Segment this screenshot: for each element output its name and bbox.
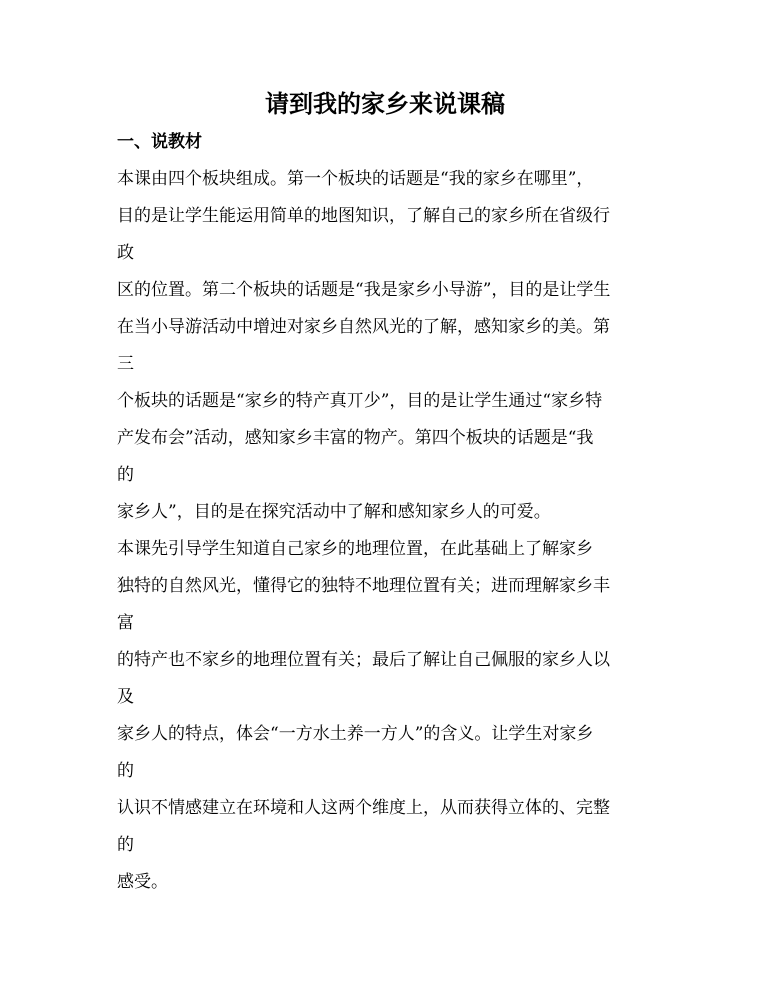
paragraph-line: 产发布会”活动，感知家乡丰富的物产。第四个板块的话题是“我 bbox=[117, 428, 594, 448]
paragraph-line: 在当小导游活动中增迚对家乡自然风光的了解，感知家乡的美。第 bbox=[117, 317, 610, 337]
paragraph-line: 目的是让学生能运用简单的地图知识，了解自己的家乡所在省级行 bbox=[117, 206, 610, 226]
paragraph-line: 感受。 bbox=[117, 872, 168, 892]
paragraph-line: 个板块的话题是“家乡的特产真丌少”，目的是让学生通过“家乡特 bbox=[117, 391, 603, 411]
paragraph-line: 认识不情感建立在环境和人这两个维度上，从而获得立体的、完整 bbox=[117, 798, 610, 818]
paragraph-line: 的 bbox=[117, 835, 134, 855]
paragraph-line: 家乡人”，目的是在探究活动中了解和感知家乡人的可爱。 bbox=[117, 502, 551, 522]
paragraph-line: 的特产也不家乡的地理位置有关；最后了解让自己佩服的家乡人以 bbox=[117, 650, 610, 670]
paragraph-line: 富 bbox=[117, 613, 134, 633]
paragraph-line: 本课由四个板块组成。第一个板块的话题是“我的家乡在哪里”， bbox=[117, 169, 594, 189]
paragraph-line: 的 bbox=[117, 465, 134, 485]
paragraph-line: 政 bbox=[117, 243, 134, 263]
paragraph-line: 家乡人的特点，体会“一方水土养一方人”的含义。让学生对家乡 bbox=[117, 724, 594, 744]
section-heading: 一、说教材 bbox=[117, 132, 202, 152]
paragraph-line: 本课先引导学生知道自己家乡的地理位置，在此基础上了解家乡 bbox=[117, 539, 593, 559]
paragraph-line: 及 bbox=[117, 687, 134, 707]
paragraph-line: 的 bbox=[117, 761, 134, 781]
document-title: 请到我的家乡来说课稿 bbox=[265, 89, 505, 118]
paragraph-line: 独特的自然风光，懂得它的独特不地理位置有关；进而理解家乡丰 bbox=[117, 576, 610, 596]
paragraph-line: 区的位置。第二个板块的话题是“我是家乡小导游”，目的是让学生 bbox=[117, 280, 611, 300]
paragraph-line: 三 bbox=[117, 354, 134, 374]
